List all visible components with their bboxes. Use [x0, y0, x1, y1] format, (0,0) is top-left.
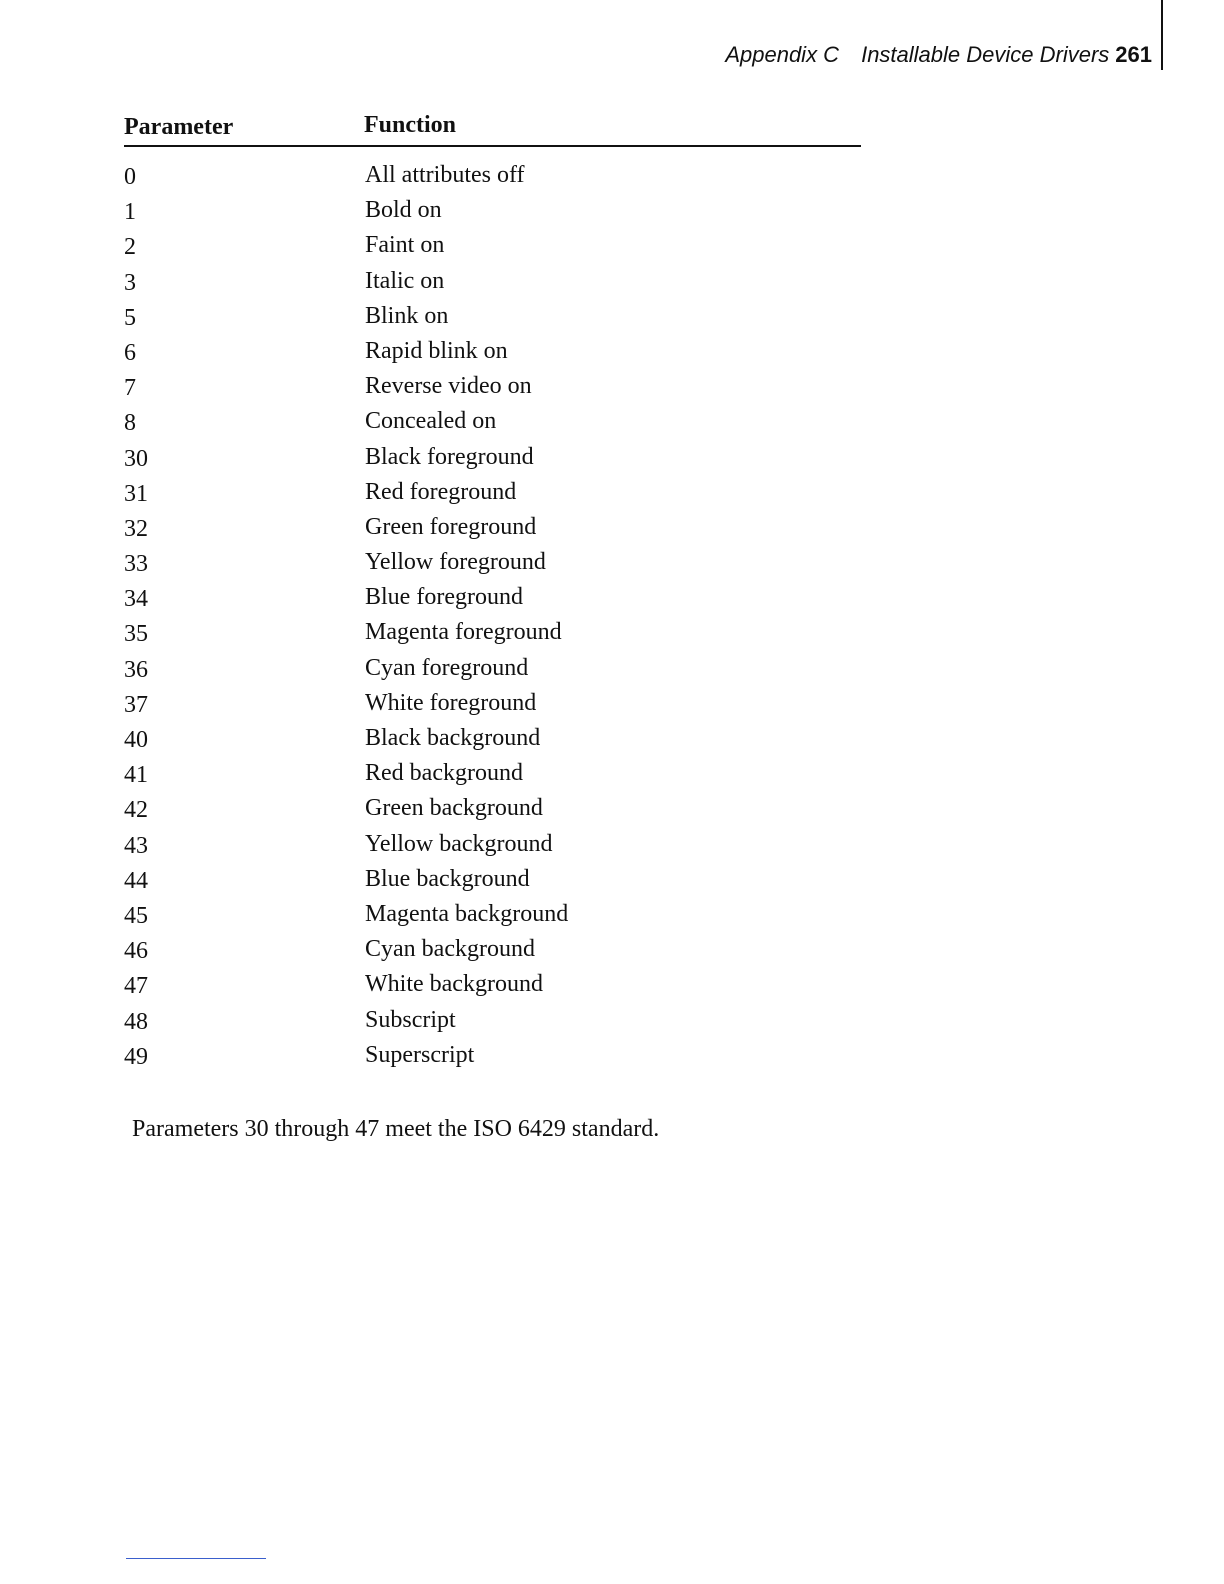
function-cell: Blue foreground: [365, 584, 523, 611]
function-cell: White background: [365, 971, 543, 998]
function-cell: Reverse video on: [365, 373, 532, 400]
function-cell: Superscript: [365, 1041, 475, 1068]
parameter-cell: 45: [124, 902, 148, 929]
parameter-cell: 47: [124, 973, 148, 1000]
function-cell: Subscript: [365, 1006, 456, 1033]
table-row: [124, 829, 861, 864]
table-row: [124, 266, 861, 301]
parameter-cell: 42: [124, 797, 148, 824]
table-row: [124, 864, 861, 899]
table-row: [124, 934, 861, 969]
table-row: [124, 899, 861, 934]
function-cell: All attributes off: [365, 162, 525, 188]
page-number: 261: [1115, 42, 1152, 67]
function-cell: Magenta foreground: [365, 619, 562, 646]
table-row: [124, 371, 861, 406]
parameter-cell: 30: [124, 445, 148, 472]
table-row: [124, 160, 861, 195]
table-row: [124, 547, 861, 582]
parameter-cell: 3: [124, 269, 136, 296]
footer-rule: [126, 1558, 266, 1559]
parameter-cell: 37: [124, 691, 148, 718]
parameter-cell: 5: [124, 304, 136, 331]
function-cell: Red foreground: [365, 478, 517, 505]
parameter-cell: 1: [124, 199, 136, 226]
parameter-cell: 0: [124, 164, 136, 190]
table-header: [124, 112, 861, 142]
parameter-cell: 41: [124, 762, 148, 789]
header-section: Appendix C: [725, 42, 840, 67]
table-row: [124, 442, 861, 477]
function-cell: Yellow background: [365, 830, 553, 857]
table-row: [124, 406, 861, 441]
parameter-table: [124, 160, 861, 1075]
function-cell: Green background: [365, 795, 543, 822]
table-row: [124, 195, 861, 230]
parameter-cell: 8: [124, 410, 136, 437]
function-cell: Blue background: [365, 865, 530, 892]
table-row: [124, 582, 861, 617]
parameter-cell: 40: [124, 727, 148, 753]
table-header-rule: [124, 145, 861, 147]
table-row: [124, 512, 861, 547]
parameter-cell: 32: [124, 515, 148, 542]
function-cell: Yellow foreground: [365, 549, 546, 576]
parameter-cell: 35: [124, 621, 148, 648]
parameter-cell: 2: [124, 234, 136, 261]
function-cell: Red background: [365, 760, 523, 787]
table-row: [124, 969, 861, 1004]
table-row: [124, 688, 861, 723]
column-header-function: Function: [364, 112, 457, 138]
function-cell: White foreground: [365, 689, 537, 716]
function-cell: Cyan background: [365, 936, 535, 963]
table-row: [124, 723, 861, 758]
function-cell: Black background: [365, 725, 541, 751]
table-row: [124, 653, 861, 688]
parameter-cell: 36: [124, 656, 148, 683]
parameter-cell: 46: [124, 938, 148, 965]
parameter-cell: 49: [124, 1043, 148, 1070]
function-cell: Concealed on: [365, 408, 497, 435]
table-row: [124, 477, 861, 512]
table-row: [124, 1040, 861, 1075]
table-row: [124, 301, 861, 336]
header-title: Installable Device Drivers: [861, 42, 1110, 67]
table-row: [124, 230, 861, 265]
function-cell: Magenta background: [365, 900, 569, 927]
parameter-cell: 44: [124, 867, 148, 894]
footnote: Parameters 30 through 47 meet the ISO 6429 standard.: [132, 1116, 660, 1142]
parameter-cell: 31: [124, 480, 148, 507]
table-row: [124, 793, 861, 828]
function-cell: Blink on: [365, 302, 449, 329]
parameter-cell: 34: [124, 586, 148, 613]
parameter-cell: 7: [124, 375, 136, 402]
parameter-cell: 48: [124, 1008, 148, 1035]
function-cell: Cyan foreground: [365, 654, 529, 681]
table-row: [124, 336, 861, 371]
parameter-cell: 33: [124, 551, 148, 578]
function-cell: Italic on: [365, 267, 445, 294]
function-cell: Bold on: [365, 197, 442, 224]
function-cell: Rapid blink on: [365, 337, 508, 364]
column-header-parameter: Parameter: [124, 114, 234, 140]
table-row: [124, 617, 861, 652]
function-cell: Green foreground: [365, 513, 537, 540]
table-row: [124, 1005, 861, 1040]
running-header: [725, 42, 1152, 68]
page-edge-rule: [1161, 0, 1163, 70]
table-row: [124, 758, 861, 793]
function-cell: Black foreground: [365, 443, 534, 470]
function-cell: Faint on: [365, 232, 445, 259]
parameter-cell: 43: [124, 832, 148, 859]
parameter-cell: 6: [124, 339, 136, 366]
